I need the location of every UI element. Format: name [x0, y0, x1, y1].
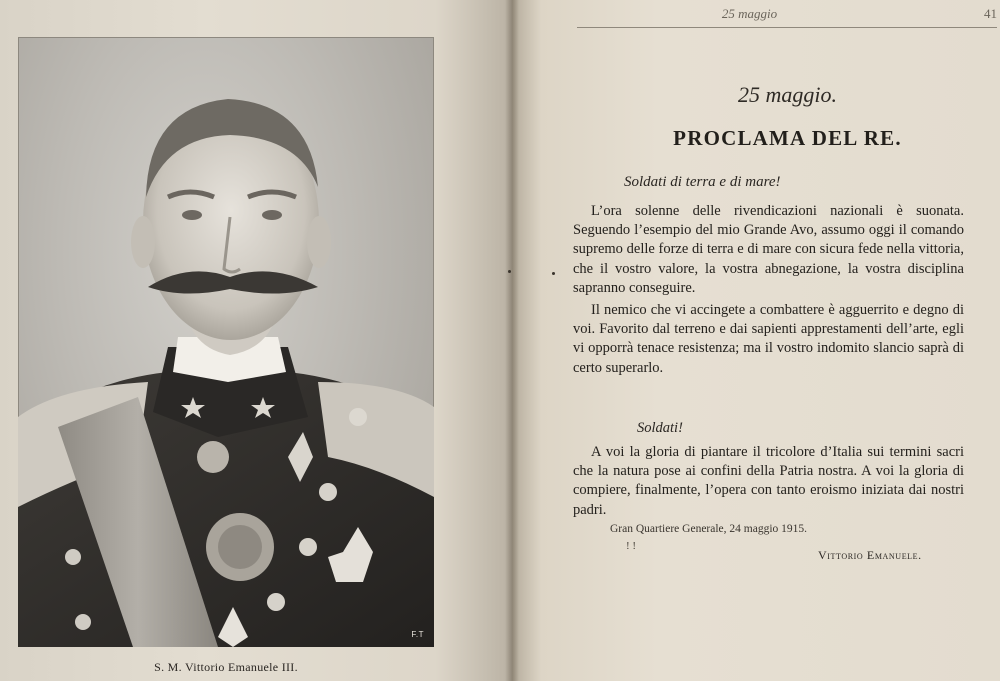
signature: Vittorio Emanuele.: [818, 548, 922, 562]
margin-mark: [552, 272, 555, 275]
photo-mark: F.T: [411, 630, 424, 639]
portrait-illustration: [18, 37, 434, 647]
page-number: 41: [984, 6, 997, 21]
proclamation-body: [573, 202, 964, 381]
portrait-caption: S. M. Vittorio Emanuele III.: [154, 660, 298, 674]
place-date: Gran Quartiere Generale, 24 maggio 1915.: [610, 523, 808, 535]
margin-mark: [508, 270, 511, 273]
pencil-marks: ! !: [626, 540, 637, 552]
header-rule: [577, 27, 997, 28]
portrait-photo: [18, 37, 434, 647]
book-gutter: [505, 0, 519, 681]
closing-paragraph: A voi la gloria di piantare il tricolore d’Italia sui termini sacri che la natura pose ai confini della Patria nostra. A voi la gloria di compiere, finalmente, l’opera con tanto eroismo iniziata dai nostri padri.: [573, 444, 964, 518]
running-head: 25 maggio: [721, 6, 778, 21]
closing-body: [573, 443, 964, 520]
paragraph: Il nemico che vi accingete a combattere è agguerrito e degno di voi. Favorito dal terreno e dai sapienti apprestamenti dell’arte, egli vi opporrà tenace resistenza; ma il vostro indomito slancio saprà di certo superarlo.: [573, 302, 964, 376]
paragraph: L’ora solenne delle rivendicazioni nazionali è suonata. Seguendo l’esempio del mio Grande Avo, assumo oggi il comando supremo delle forze di terra e di mare con sicura fede nella vittoria, che il vostro valore, la vostra abnegazione, la vostra disciplina sapranno conseguire.: [573, 203, 964, 296]
salutation: Soldati di terra e di mare!: [624, 174, 781, 190]
page-title: PROCLAMA DEL RE.: [673, 126, 902, 150]
date-line: 25 maggio.: [738, 82, 837, 107]
salutation-soldati: Soldati!: [637, 420, 683, 436]
